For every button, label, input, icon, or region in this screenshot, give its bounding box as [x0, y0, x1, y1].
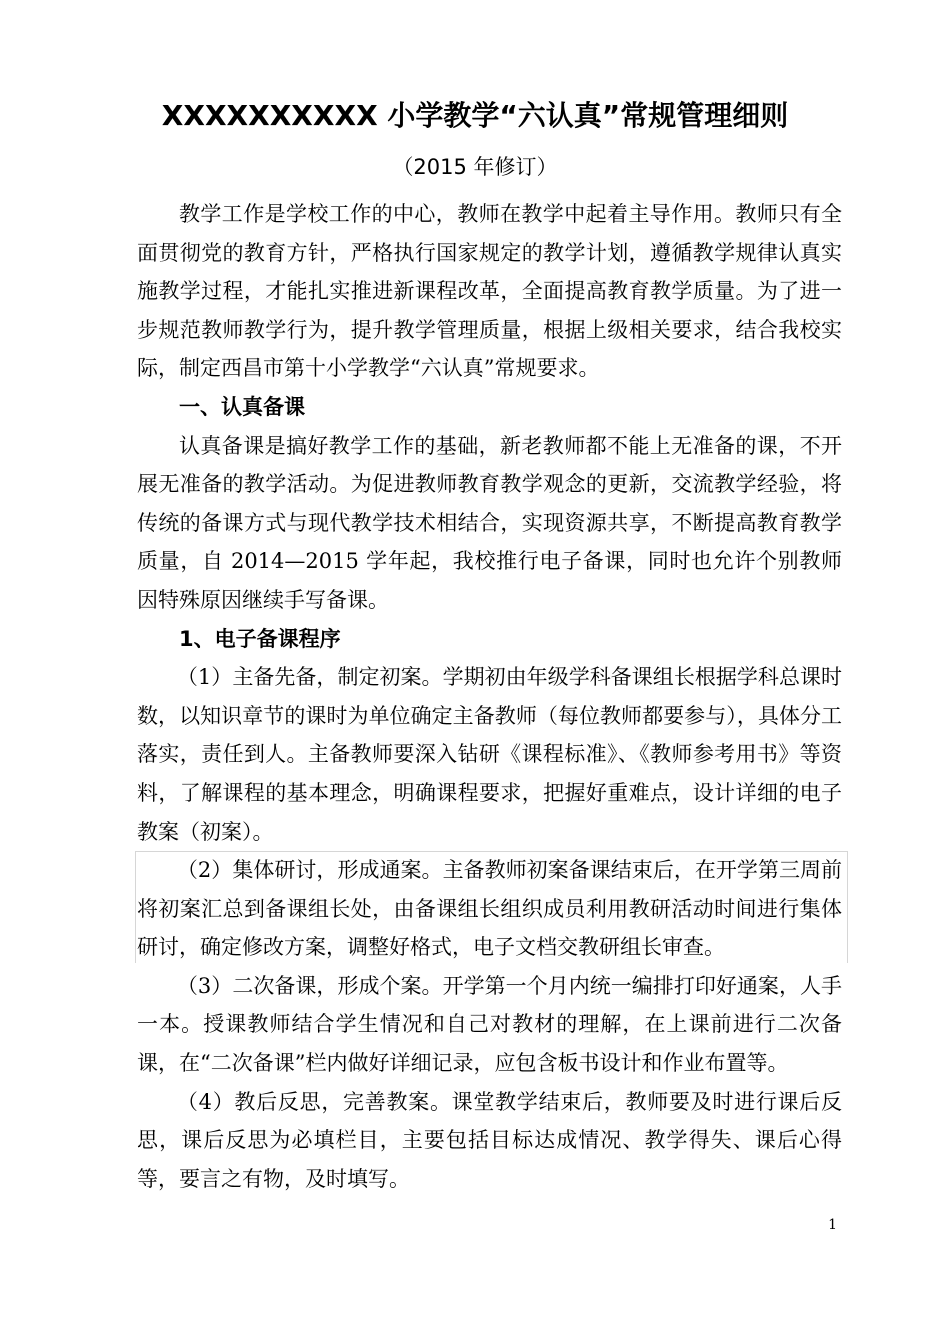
list-item: （1）主备先备，制定初案。学期初由年级学科备课组长根据学科总课时数，以知识章节的课时为单位确定主备教师（每位教师都要参与），具体分工落实，责任到人。主备教师要深入钻研《课程标准》、《教师参考用书》等资料，了解课程的基本理念，明确课程要求，把握好重难点，设计详细的电子教案（初案）。	[137, 665, 842, 844]
list-item: （3）二次备课，形成个案。开学第一个月内统一编排打印好通案，人手一本。授课教师结合学生情况和自己对教材的理解，在上课前进行二次备课，在“二次备课”栏内做好详细记录，应包含板书设计和作业布置等。	[137, 973, 842, 1076]
intro-paragraph: 教学工作是学校工作的中心，教师在教学中起着主导作用。教师只有全面贯彻党的教育方针，严格执行国家规定的教学计划，遵循教学规律认真实施教学过程，才能扎实推进新课程改革，全面提高教育教学质量。为了进一步规范教师教学行为，提升教学管理质量，根据上级相关要求，结合我校实际，制定西昌市第十小学教学“六认真”常规要求。	[137, 202, 842, 381]
section-heading: 一、认真备课	[179, 394, 305, 419]
document-subtitle: （2015 年修订）	[392, 155, 558, 179]
document-title: XXXXXXXXXX 小学教学“六认真”常规管理细则	[161, 99, 789, 132]
list-item: （2）集体研讨，形成通案。主备教师初案备课结束后，在开学第三周前将初案汇总到备课组长处，由备课组长组织成员利用教研活动时间进行集体研讨，确定修改方案，调整好格式，电子文档交教研组长审查。	[137, 851, 842, 967]
subsection-heading: 1、电子备课程序	[179, 626, 341, 651]
section-paragraph: 认真备课是搞好教学工作的基础，新老教师都不能上无准备的课，不开展无准备的教学活动。为促进教师教育教学观念的更新，交流教学经验，将传统的备课方式与现代教学技术相结合，实现资源共享，不断提高教育教学质量，自 2014—2015 学年起，我校推行电子备课，同时也允许个别教师因特殊原因继续手写备课。	[137, 433, 842, 612]
list-item: （4）教后反思，完善教案。课堂教学结束后，教师要及时进行课后反思，课后反思为必填栏目，主要包括目标达成情况、教学得失、课后心得等，要言之有物，及时填写。	[137, 1089, 842, 1191]
document-body	[137, 195, 842, 1198]
page-number: 1	[828, 1217, 837, 1233]
